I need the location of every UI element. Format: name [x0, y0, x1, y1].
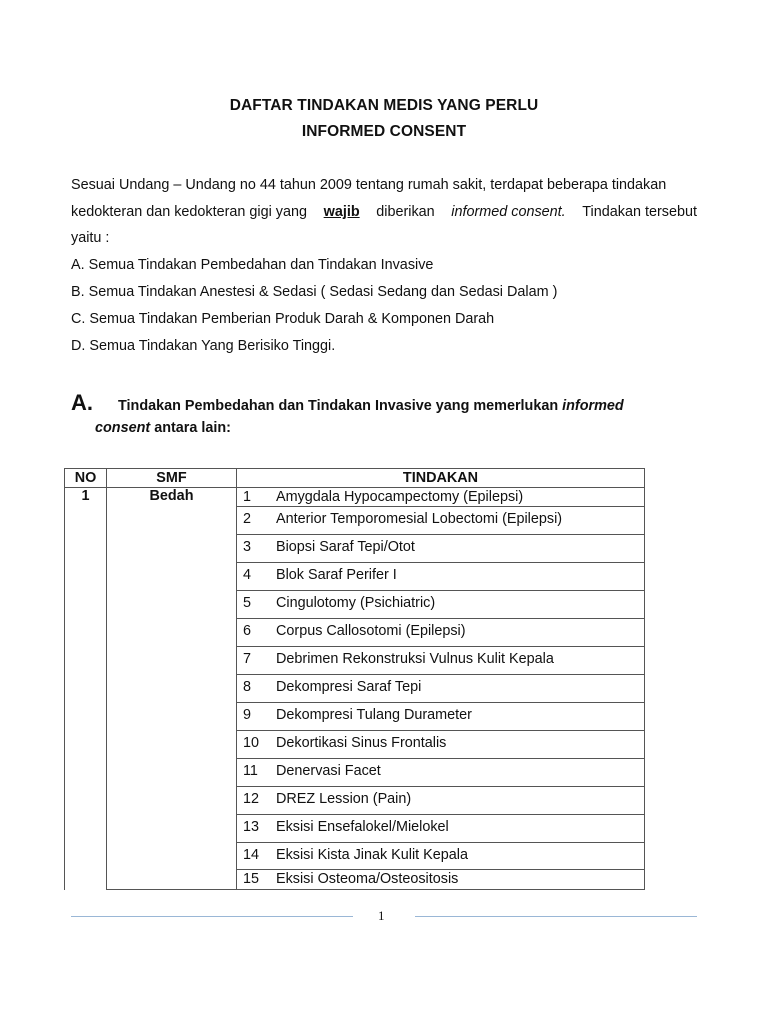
row-tindakan: Blok Saraf Perifer I [276, 563, 645, 591]
table-body [65, 488, 645, 890]
section-heading-tail: antara lain: [154, 420, 231, 436]
list-item-d: D. Semua Tindakan Yang Berisiko Tinggi. [71, 338, 336, 354]
header-tindakan: TINDAKAN [237, 469, 645, 488]
procedures-table [64, 468, 645, 890]
section-heading-italic1: informed [562, 398, 624, 414]
group-smf: Bedah [107, 488, 237, 890]
intro-line-2 [71, 204, 697, 220]
intro-text-1: Sesuai Undang – Undang no 44 tahun 2009 tentang rumah sakit, terdapat beberapa tindakan [71, 177, 667, 193]
row-number: 6 [237, 619, 277, 647]
intro-text-2c: Tindakan tersebut [582, 204, 697, 220]
footer-rule-right [415, 916, 697, 917]
row-number: 3 [237, 535, 277, 563]
section-heading-line1 [118, 398, 624, 414]
row-number: 11 [237, 759, 277, 787]
row-number: 15 [237, 870, 277, 890]
table-row [65, 488, 645, 507]
row-number: 4 [237, 563, 277, 591]
row-tindakan: Dekompresi Saraf Tepi [276, 675, 645, 703]
header-no: NO [65, 469, 107, 488]
list-item-c: C. Semua Tindakan Pemberian Produk Darah & Komponen Darah [71, 311, 495, 327]
document-title-line2: INFORMED CONSENT [301, 123, 467, 140]
list-item-a: A. Semua Tindakan Pembedahan dan Tindakan Invasive [71, 257, 434, 273]
row-tindakan: Corpus Callosotomi (Epilepsi) [276, 619, 645, 647]
row-tindakan: Debrimen Rekonstruksi Vulnus Kulit Kepala [276, 647, 645, 675]
intro-wajib: wajib [323, 204, 360, 220]
row-number: 12 [237, 787, 277, 815]
row-tindakan: Eksisi Osteoma/Osteositosis [276, 870, 645, 890]
section-heading-italic2: consent [95, 420, 151, 436]
table-header-row [65, 469, 645, 488]
row-tindakan: Cingulotomy (Psichiatric) [276, 591, 645, 619]
document-title-line1: DAFTAR TINDAKAN MEDIS YANG PERLU [229, 97, 539, 114]
row-tindakan: Dekompresi Tulang Durameter [276, 703, 645, 731]
row-number: 1 [237, 488, 277, 507]
row-tindakan: Denervasi Facet [276, 759, 645, 787]
footer-rule-left [71, 916, 353, 917]
list-item-b: B. Semua Tindakan Anestesi & Sedasi ( Sedasi Sedang dan Sedasi Dalam ) [71, 284, 558, 300]
section-letter: A. [71, 390, 93, 415]
intro-text-3: yaitu : [71, 230, 110, 246]
row-number: 7 [237, 647, 277, 675]
row-number: 2 [237, 507, 277, 535]
group-no: 1 [65, 488, 107, 890]
intro-text-2a: kedokteran dan kedokteran gigi yang [71, 204, 308, 220]
row-tindakan: Amygdala Hypocampectomy (Epilepsi) [276, 488, 645, 507]
row-number: 14 [237, 843, 277, 870]
row-tindakan: Eksisi Kista Jinak Kulit Kepala [276, 843, 645, 870]
intro-line-1 [71, 177, 697, 193]
intro-informed-consent: informed consent. [451, 204, 566, 220]
intro-text-2b: diberikan [376, 204, 435, 220]
row-number: 13 [237, 815, 277, 843]
section-heading-line2 [95, 420, 231, 436]
section-heading-text: Tindakan Pembedahan dan Tindakan Invasive yang memerlukan [118, 398, 559, 414]
row-number: 5 [237, 591, 277, 619]
row-number: 9 [237, 703, 277, 731]
row-tindakan: Eksisi Ensefalokel/Mielokel [276, 815, 645, 843]
row-number: 8 [237, 675, 277, 703]
row-tindakan: Dekortikasi Sinus Frontalis [276, 731, 645, 759]
row-number: 10 [237, 731, 277, 759]
page-number: 1 [378, 908, 385, 923]
header-smf: SMF [107, 469, 237, 488]
row-tindakan: DREZ Lession (Pain) [276, 787, 645, 815]
row-tindakan: Biopsi Saraf Tepi/Otot [276, 535, 645, 563]
row-tindakan: Anterior Temporomesial Lobectomi (Epilepsi) [276, 507, 645, 535]
